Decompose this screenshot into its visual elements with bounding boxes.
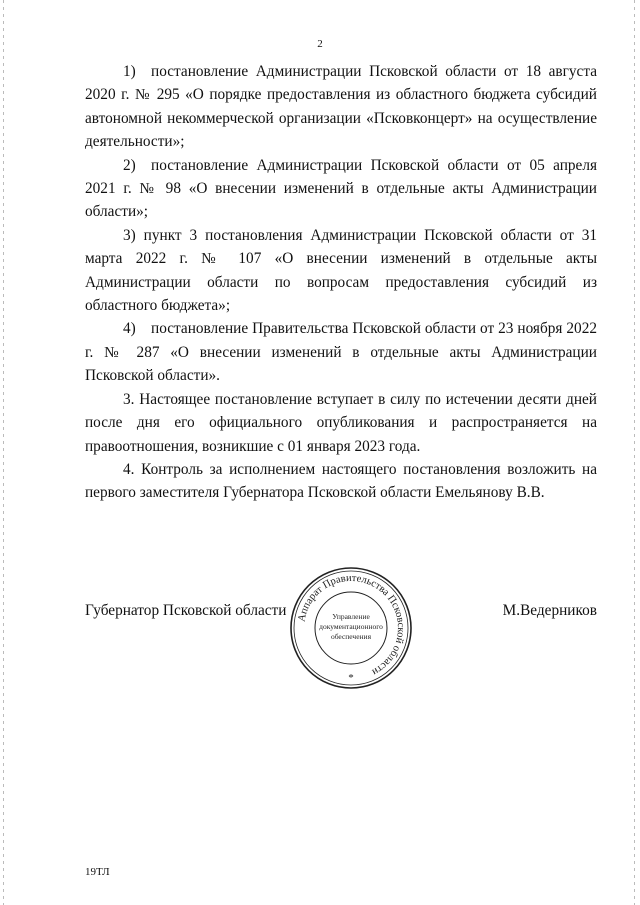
page-number: 2 bbox=[317, 38, 323, 50]
stamp-center-line-1: Управление bbox=[332, 612, 370, 621]
paragraph-item-4: 4) постановление Правительства Псковской области от 23 ноября 2022 г. № 287 «О внесении изменений в отдельные акты Администрации Псковской области». bbox=[85, 320, 597, 385]
paragraph-control: 4. Контроль за исполнением настоящего постановления возложить на первого заместителя Губернатора Псковской области Емельянову В.В. bbox=[85, 460, 597, 502]
paragraph-item-3: 3) пункт 3 постановления Администрации Псковской области от 31 марта 2022 г. № 107 «О внесении изменений в отдельные акты Администрации области по вопросам предоставления субсидий из областного бюджета»; bbox=[85, 226, 597, 315]
right-scan-edge bbox=[634, 0, 635, 905]
stamp-star: * bbox=[348, 672, 354, 684]
stamp-center-line-3: обеспечения bbox=[330, 632, 372, 641]
stamp-center-line-2: документационного bbox=[319, 622, 383, 631]
footer-code: 19ТЛ bbox=[85, 866, 110, 878]
paragraph-effective-date: 3. Настоящее постановление вступает в силу по истечении десяти дней после дня его официального опубликования и распространяется на правоотношения, возникшие с 01 января 2023 года. bbox=[85, 390, 597, 455]
left-scan-edge bbox=[3, 0, 4, 905]
document-body bbox=[85, 60, 597, 505]
stamp-ring-text: Аппарат Правительства Псковской области bbox=[296, 572, 407, 678]
signatory-position: Губернатор Псковской области bbox=[85, 602, 287, 619]
paragraph-item-2: 2) постановление Администрации Псковской области от 05 апреля 2021 г. № 98 «О внесении изменений в отдельные акты Администрации области»; bbox=[85, 156, 597, 221]
signatory-name: М.Ведерников bbox=[502, 602, 597, 619]
paragraph-item-1: 1) постановление Администрации Псковской области от 18 августа 2020 г. № 295 «О порядке предоставления из областного бюджета субсидий автономной некоммерческой организации «Псковконцерт» на осуществление деятельности»; bbox=[85, 63, 597, 151]
official-seal-stamp bbox=[288, 565, 414, 691]
